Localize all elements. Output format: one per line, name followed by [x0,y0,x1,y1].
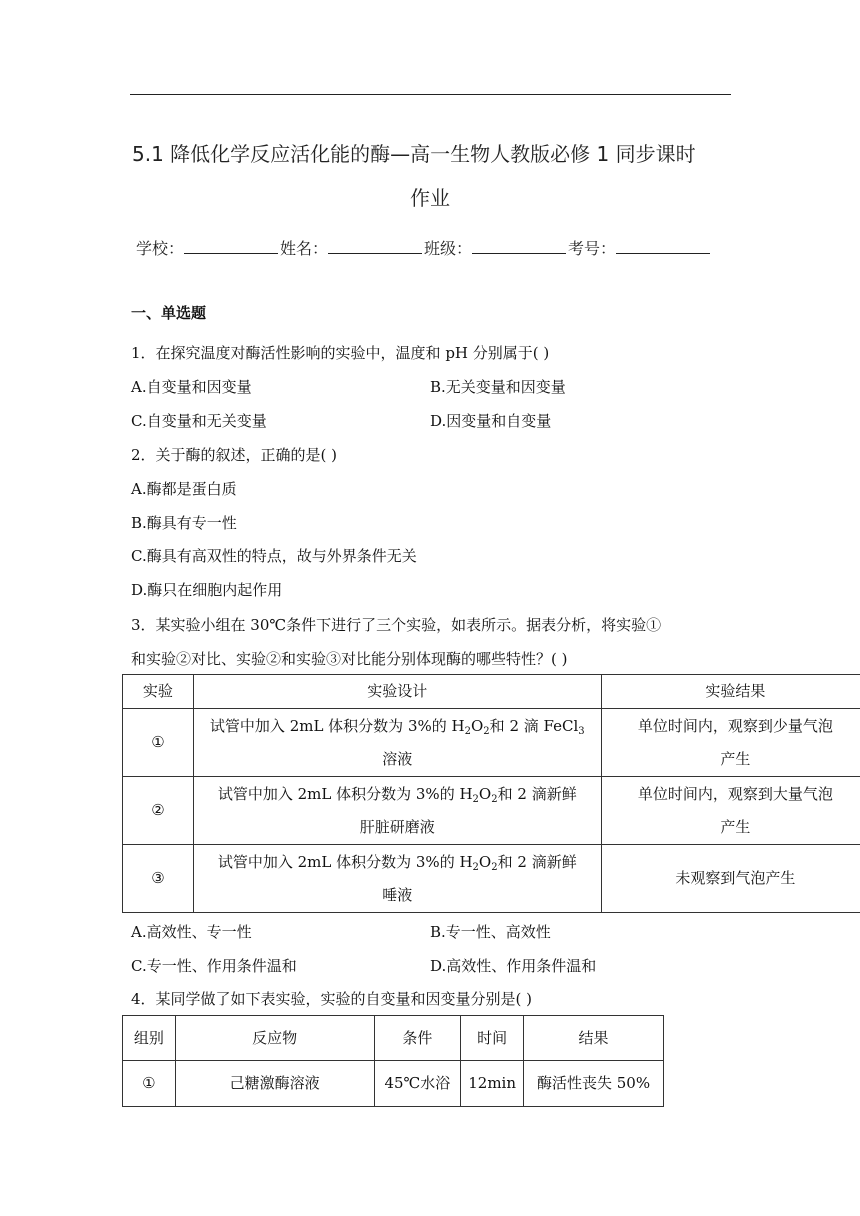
title-line-1: 5.1 降低化学反应活化能的酶—高一生物人教版必修 1 同步课时 [132,142,696,166]
q1-option-c: C.自变量和无关变量 [131,412,267,430]
q3-option-c: C.专一性、作用条件温和 [131,957,297,975]
section-heading: 一、单选题 [131,304,207,322]
q3-row3-design [193,845,601,913]
student-info [136,236,712,259]
q3-row2-result-b: 产生 [720,817,751,836]
q3-row1-design-b: 和 2 滴 FeCl [489,716,579,735]
q4-table [122,1015,664,1107]
q1-stem: 1．在探究温度对酶活性影响的实验中，温度和 pH 分别属于( ) [131,344,550,362]
q3-row1-o: O [470,716,484,735]
q3-row1-result-b: 产生 [720,749,751,768]
q3-row3-result: 未观察到气泡产生 [601,845,860,913]
q3-row1-sub2: 2 [483,725,490,737]
name-label: 姓名： [280,239,329,258]
q3-option-b: B.专一性、高效性 [430,923,551,941]
q2-option-a: A.酶都是蛋白质 [131,480,237,498]
school-blank[interactable] [184,239,278,254]
q3-row3-sub2: 2 [491,861,498,873]
class-blank[interactable] [472,239,566,254]
q3-row1-result [601,709,860,777]
q4-row1-result: 酶活性丧失 50% [524,1061,664,1107]
q3-row2-sub2: 2 [491,793,498,805]
q3-row2-id: ② [123,777,194,845]
q1-option-a: A.自变量和因变量 [131,378,252,396]
q4-header-reactant: 反应物 [175,1016,374,1061]
table-row [123,845,860,913]
q4-header-group: 组别 [123,1016,176,1061]
q3-option-d: D.高效性、作用条件温和 [430,957,597,975]
q3-stem-line-2: 和实验②对比、实验②和实验③对比能分别体现酶的哪些特性？( ) [131,650,568,668]
q3-row1-design-a: 试管中加入 2mL 体积分数为 3%的 H [209,716,465,735]
exam-no-label: 考号： [568,239,617,258]
q3-stem-line-1: 3．某实验小组在 30℃条件下进行了三个实验，如表所示。据表分析，将实验① [131,616,662,634]
q3-row2-design-b: 和 2 滴新鲜 [497,784,577,803]
q3-row2-sub1: 2 [472,793,479,805]
q3-table [122,674,860,913]
q3-option-a: A.高效性、专一性 [131,923,252,941]
q4-row1-condition: 45℃水浴 [374,1061,461,1107]
q4-header-result: 结果 [524,1016,664,1061]
q4-row1-time: 12min [461,1061,524,1107]
q3-header-experiment: 实验 [123,675,194,709]
table-row [123,709,860,777]
q3-row2-result [601,777,860,845]
header-rule [130,94,731,95]
q3-row1-result-a: 单位时间内，观察到少量气泡 [637,716,833,735]
q3-header-result: 实验结果 [601,675,860,709]
q3-row3-design-c: 唾液 [382,885,413,904]
q4-row1-id: ① [123,1061,176,1107]
q3-row3-id: ③ [123,845,194,913]
q2-option-d: D.酶只在细胞内起作用 [131,581,283,599]
q4-row1-reactant: 己糖激酶溶液 [175,1061,374,1107]
school-label: 学校： [136,239,185,258]
q3-row1-id: ① [123,709,194,777]
q3-row3-o: O [478,852,492,871]
q3-row1-design [193,709,601,777]
q4-header-time: 时间 [461,1016,524,1061]
table-row [123,777,860,845]
q4-header-condition: 条件 [374,1016,461,1061]
q3-row1-design-c: 溶液 [382,749,413,768]
q2-stem: 2．关于酶的叙述，正确的是( ) [131,446,338,464]
q3-row2-design [193,777,601,845]
q3-row2-design-c: 肝脏研磨液 [359,817,435,836]
q3-row2-o: O [478,784,492,803]
name-blank[interactable] [328,239,422,254]
q3-row2-result-a: 单位时间内，观察到大量气泡 [637,784,833,803]
page-title [120,132,740,220]
title-line-2: 作业 [410,186,450,210]
q2-option-c: C.酶具有高双性的特点，故与外界条件无关 [131,547,417,565]
class-label: 班级： [424,239,473,258]
q3-row3-design-b: 和 2 滴新鲜 [497,852,577,871]
q3-row1-sub1: 2 [464,725,471,737]
q2-option-b: B.酶具有专一性 [131,514,237,532]
q3-row3-sub1: 2 [472,861,479,873]
q4-stem: 4．某同学做了如下表实验，实验的自变量和因变量分别是( ) [131,990,533,1008]
q3-row1-sub3: 3 [578,725,585,737]
table-row [123,1061,664,1107]
q1-option-b: B.无关变量和因变量 [430,378,566,396]
q3-row3-design-a: 试管中加入 2mL 体积分数为 3%的 H [217,852,473,871]
exam-no-blank[interactable] [616,239,710,254]
q1-option-d: D.因变量和自变量 [430,412,552,430]
q3-row2-design-a: 试管中加入 2mL 体积分数为 3%的 H [217,784,473,803]
q3-header-design: 实验设计 [193,675,601,709]
